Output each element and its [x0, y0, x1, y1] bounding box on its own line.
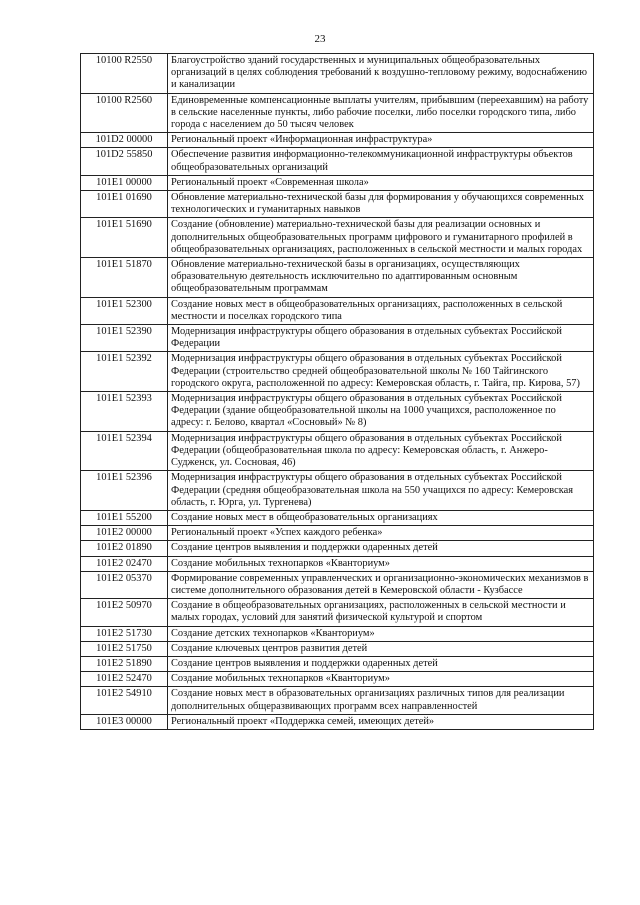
- row-code: 101E2 52470: [81, 672, 168, 687]
- table-row: [81, 526, 594, 541]
- row-code: 101E2 01890: [81, 541, 168, 556]
- row-code: 101E2 00000: [81, 526, 168, 541]
- row-code: 101E1 51690: [81, 218, 168, 258]
- table-body: [81, 54, 594, 730]
- budget-codes-table: [80, 53, 594, 730]
- table-row: [81, 471, 594, 511]
- row-code: 101E2 54910: [81, 687, 168, 714]
- row-description: Благоустройство зданий государственных и муниципальных общеобразовательных организаций в целях соблюдения требований к воздушно-тепловому режиму, водоснабжению и канализации: [168, 54, 594, 94]
- row-description: Создание новых мест в общеобразовательных организациях, расположенных в сельской местности и поселках городского типа: [168, 297, 594, 324]
- row-code: 101E1 01690: [81, 191, 168, 218]
- table-row: [81, 297, 594, 324]
- row-code: 101E2 05370: [81, 571, 168, 598]
- row-code: 101E1 52300: [81, 297, 168, 324]
- row-code: 101E1 52393: [81, 392, 168, 432]
- row-code: 101E1 52390: [81, 325, 168, 352]
- table-row: [81, 258, 594, 298]
- row-description: Региональный проект «Поддержка семей, имеющих детей»: [168, 714, 594, 729]
- row-description: Модернизация инфраструктуры общего образования в отдельных субъектах Российской Федерации (средняя общеобразовательная школа на 550 учащихся по адресу: Кемеровская область, г. Юрга, ул. Тургенева): [168, 471, 594, 511]
- table-row: [81, 541, 594, 556]
- row-description: Единовременные компенсационные выплаты учителям, прибывшим (переехавшим) на работу в сельские населенные пункты, либо рабочие поселки, либо поселки городского типа, либо города с населением до 50 тысяч человек: [168, 93, 594, 133]
- row-description: Формирование современных управленческих и организационно-экономических механизмов в системе дополнительного образования детей в Кемеровской области - Кузбассе: [168, 571, 594, 598]
- row-description: Создание детских технопарков «Кванториум»: [168, 626, 594, 641]
- row-code: 101E2 02470: [81, 556, 168, 571]
- row-description: Модернизация инфраструктуры общего образования в отдельных субъектах Российской Федерации (общеобразовательная школа по адресу: Кемеровская область, г. Анжеро-Судженск, ул. Сосновая, 46): [168, 431, 594, 471]
- page-number: 23: [314, 33, 326, 45]
- table-row: [81, 352, 594, 392]
- row-description: Региональный проект «Современная школа»: [168, 175, 594, 190]
- row-code: 101E2 51730: [81, 626, 168, 641]
- row-description: Обновление материально-технической базы для формирования у обучающихся современных технологических и гуманитарных навыков: [168, 191, 594, 218]
- row-code: 10100 R2560: [81, 93, 168, 133]
- row-code: 101E2 50970: [81, 599, 168, 626]
- row-description: Модернизация инфраструктуры общего образования в отдельных субъектах Российской Федерации: [168, 325, 594, 352]
- row-description: Создание ключевых центров развития детей: [168, 641, 594, 656]
- row-description: Создание новых мест в общеобразовательных организациях: [168, 510, 594, 525]
- table-row: [81, 218, 594, 258]
- row-description: Региональный проект «Информационная инфраструктура»: [168, 133, 594, 148]
- table-row: [81, 714, 594, 729]
- row-code: 101E3 00000: [81, 714, 168, 729]
- table-row: [81, 672, 594, 687]
- row-code: 101D2 00000: [81, 133, 168, 148]
- row-description: Региональный проект «Успех каждого ребенка»: [168, 526, 594, 541]
- row-code: 101E1 52392: [81, 352, 168, 392]
- row-description: Создание в общеобразовательных организациях, расположенных в сельской местности и малых городах, условий для занятий физической культурой и спортом: [168, 599, 594, 626]
- table-row: [81, 54, 594, 94]
- row-code: 101D2 55850: [81, 148, 168, 175]
- table-row: [81, 325, 594, 352]
- row-code: 101E1 51870: [81, 258, 168, 298]
- table-row: [81, 571, 594, 598]
- row-code: 101E1 52396: [81, 471, 168, 511]
- table-row: [81, 626, 594, 641]
- table-row: [81, 556, 594, 571]
- table-row: [81, 641, 594, 656]
- row-code: 101E2 51750: [81, 641, 168, 656]
- table-row: [81, 175, 594, 190]
- table-row: [81, 133, 594, 148]
- table-row: [81, 656, 594, 671]
- row-description: Создание (обновление) материально-технической базы для реализации основных и дополнительных общеобразовательных программ цифрового и гуманитарного профилей в общеобразовательных организациях, расположенных в сельской местности и малых городах: [168, 218, 594, 258]
- row-description: Обновление материально-технической базы в организациях, осуществляющих образовательную деятельность исключительно по адаптированным основным общеобразовательным программам: [168, 258, 594, 298]
- table-row: [81, 510, 594, 525]
- table-row: [81, 191, 594, 218]
- row-description: Обеспечение развития информационно-телекоммуникационной инфраструктуры объектов общеобразовательных организаций: [168, 148, 594, 175]
- row-description: Создание центров выявления и поддержки одаренных детей: [168, 656, 594, 671]
- table-row: [81, 93, 594, 133]
- row-description: Модернизация инфраструктуры общего образования в отдельных субъектах Российской Федерации (строительство средней общеобразовательной школы № 160 Тайгинского городского округа, расположенной по адресу: Кемеровская область, г. Тайга, пр. Кирова, 57): [168, 352, 594, 392]
- table-row: [81, 392, 594, 432]
- row-description: Создание новых мест в образовательных организациях различных типов для реализации дополнительных общеразвивающих программ всех направленностей: [168, 687, 594, 714]
- row-description: Создание мобильных технопарков «Кванториум»: [168, 556, 594, 571]
- table-row: [81, 431, 594, 471]
- table-row: [81, 687, 594, 714]
- row-code: 101E1 00000: [81, 175, 168, 190]
- row-code: 101E1 55200: [81, 510, 168, 525]
- row-description: Создание мобильных технопарков «Кванториум»: [168, 672, 594, 687]
- row-description: Создание центров выявления и поддержки одаренных детей: [168, 541, 594, 556]
- row-code: 101E1 52394: [81, 431, 168, 471]
- row-code: 10100 R2550: [81, 54, 168, 94]
- row-code: 101E2 51890: [81, 656, 168, 671]
- row-description: Модернизация инфраструктуры общего образования в отдельных субъектах Российской Федерации (здание общеобразовательной школы на 1000 учащихся, расположенное по адресу: г. Белово, квартал «Сосновый» № 8): [168, 392, 594, 432]
- table-row: [81, 599, 594, 626]
- table-row: [81, 148, 594, 175]
